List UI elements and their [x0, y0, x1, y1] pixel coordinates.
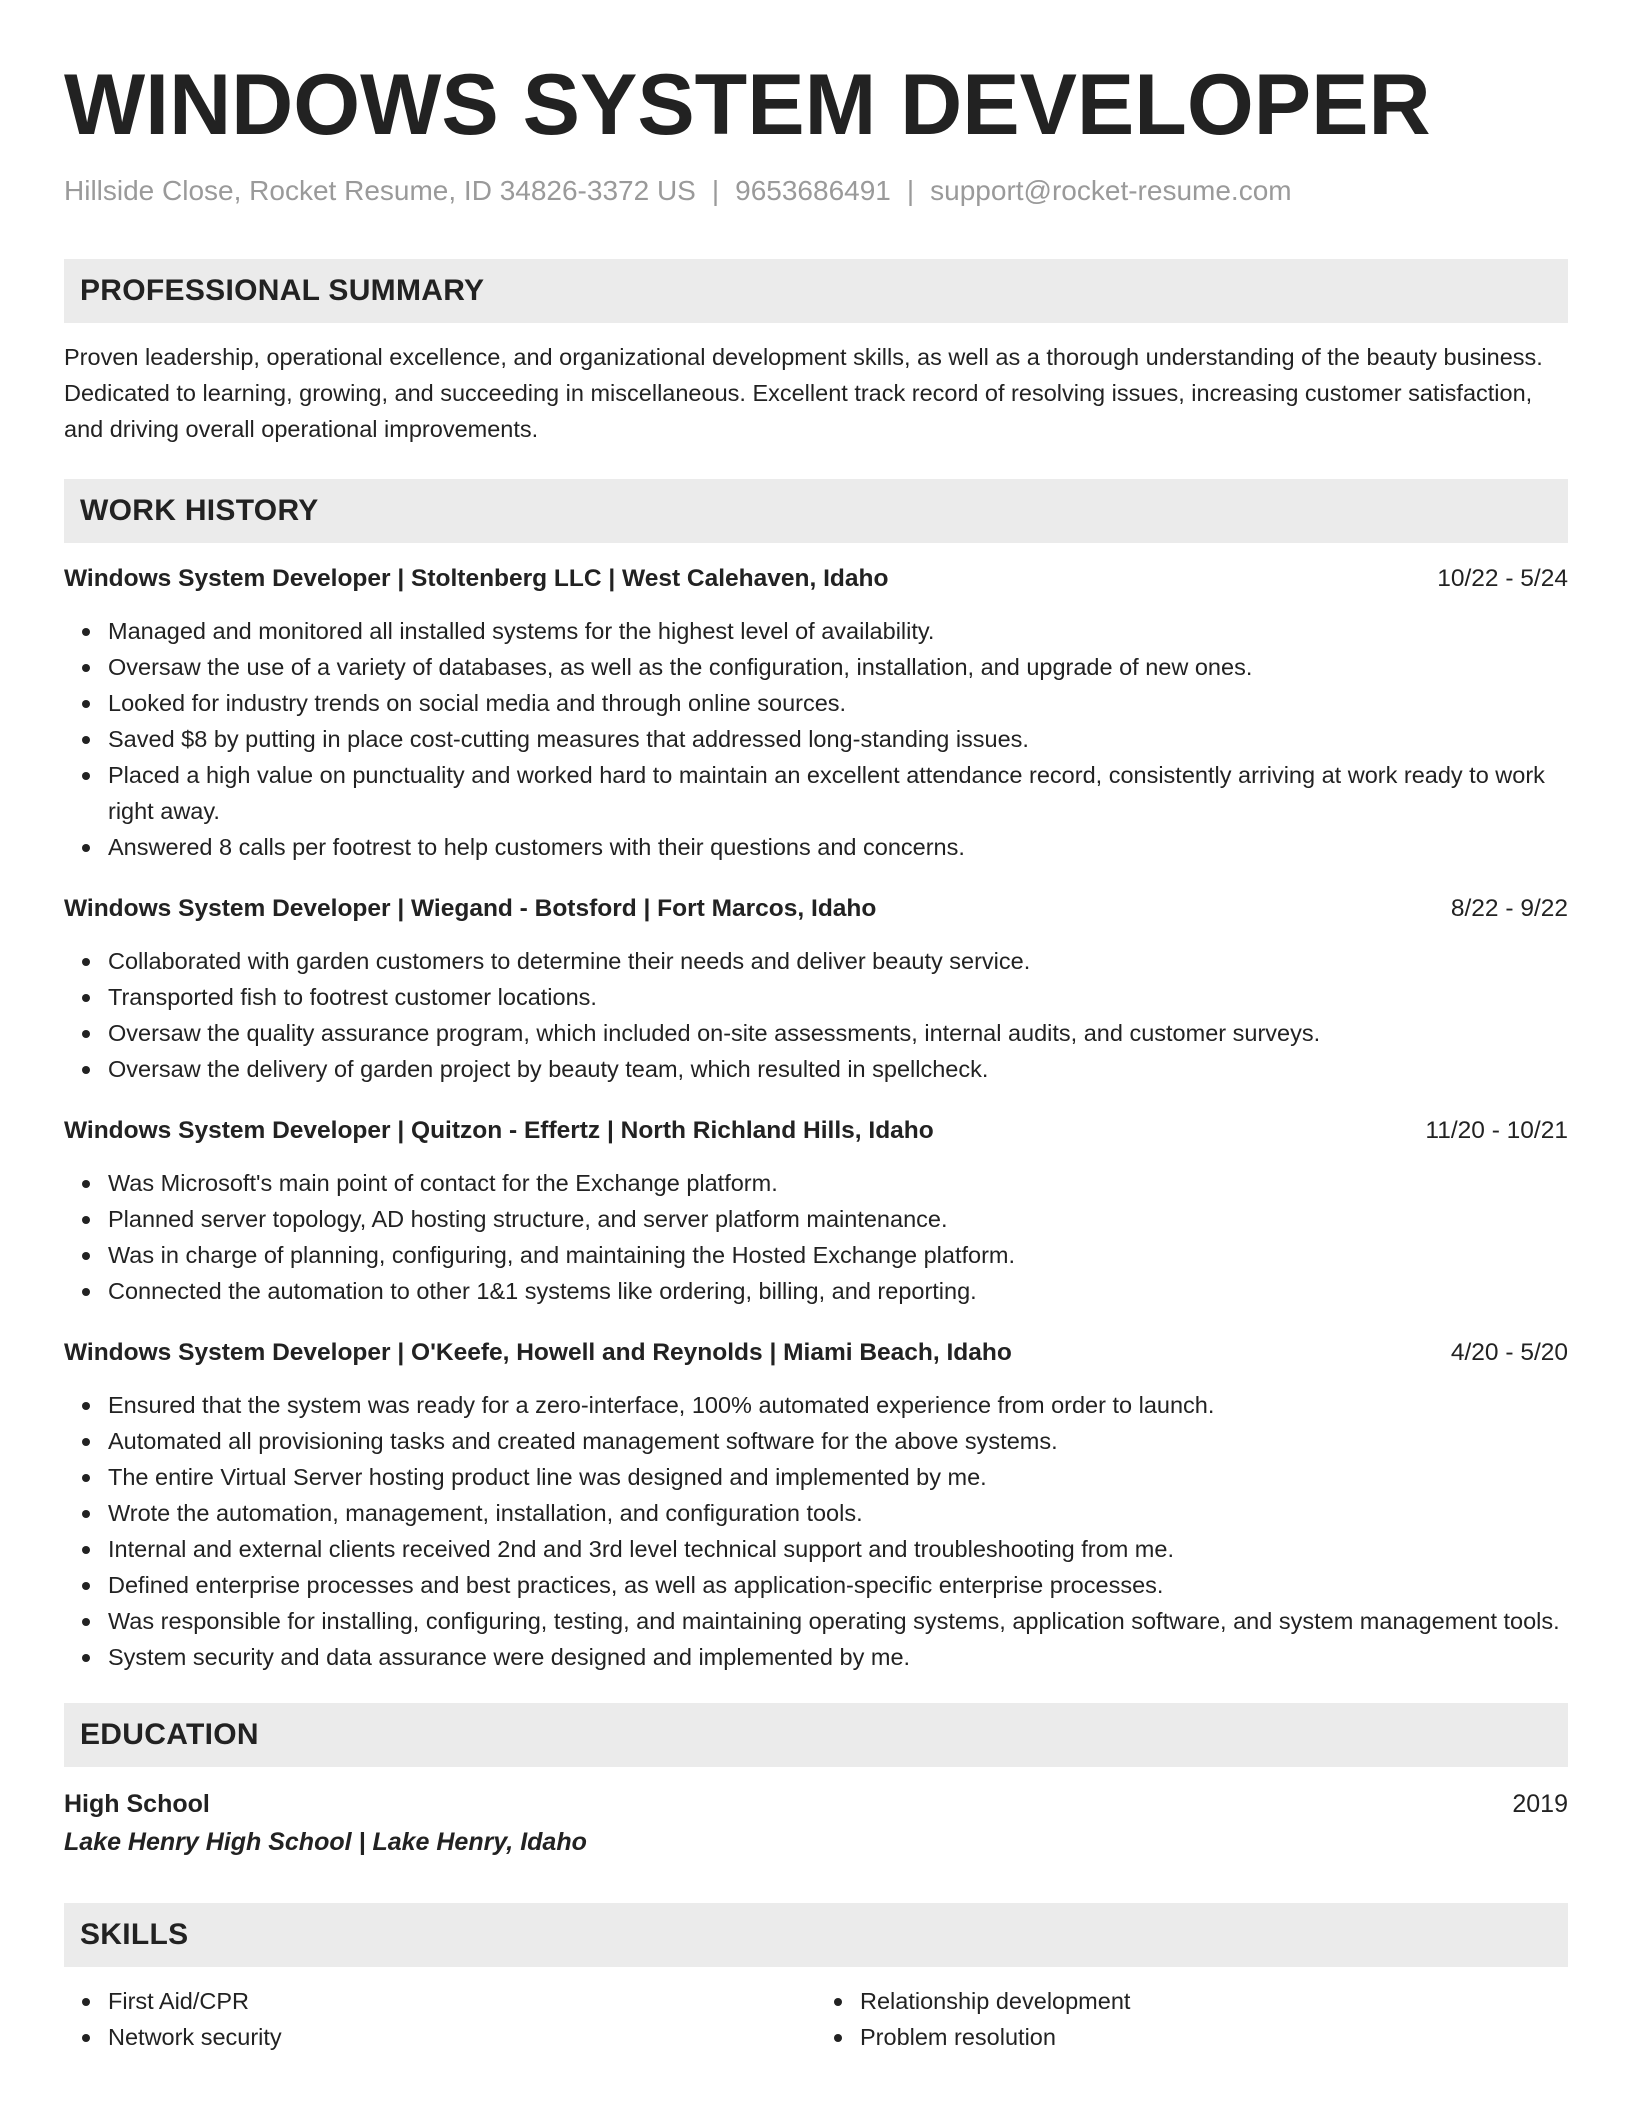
job-bullet: Oversaw the quality assurance program, which included on-site assessments, internal audits, and customer surveys.	[108, 1015, 1568, 1051]
job-bullet: Was responsible for installing, configuring, testing, and maintaining operating systems, application software, and system management tools.	[108, 1603, 1568, 1639]
job-header	[64, 1113, 1568, 1149]
job-title: Windows System Developer | O'Keefe, Howell and Reynolds | Miami Beach, Idaho	[64, 1339, 1012, 1366]
job-bullet: Transported fish to footrest customer locations.	[108, 979, 1568, 1015]
job-dates: 11/20 - 10/21	[1425, 1117, 1568, 1144]
job-entry	[64, 891, 1568, 1087]
job-bullets	[64, 1165, 1568, 1309]
job-bullet: Answered 8 calls per footrest to help customers with their questions and concerns.	[108, 829, 1568, 865]
skills-grid	[64, 1983, 1568, 2055]
job-header	[64, 1335, 1568, 1371]
job-bullet: Wrote the automation, management, installation, and configuration tools.	[108, 1495, 1568, 1531]
work-history-heading: WORK HISTORY	[64, 479, 1568, 543]
job-bullet: Oversaw the delivery of garden project by beauty team, which resulted in spellcheck.	[108, 1051, 1568, 1087]
job-header	[64, 891, 1568, 927]
job-bullet: Placed a high value on punctuality and worked hard to maintain an excellent attendance record, consistently arriving at work ready to work right away.	[108, 757, 1568, 829]
job-dates: 8/22 - 9/22	[1450, 895, 1568, 922]
job-bullet: System security and data assurance were designed and implemented by me.	[108, 1639, 1568, 1675]
contact-email: support@rocket-resume.com	[930, 175, 1292, 206]
contact-phone: 9653686491	[735, 175, 891, 206]
skills-column-right	[816, 1983, 1568, 2055]
education-year: 2019	[1512, 1790, 1568, 1818]
education-entry	[64, 1785, 1568, 1823]
skill-item: Relationship development	[860, 1983, 1568, 2019]
contact-address: Hillside Close, Rocket Resume, ID 34826-3372 US	[64, 175, 696, 206]
job-bullet: Connected the automation to other 1&1 systems like ordering, billing, and reporting.	[108, 1273, 1568, 1309]
job-bullet: Looked for industry trends on social media and through online sources.	[108, 685, 1568, 721]
job-dates: 4/20 - 5/20	[1450, 1339, 1568, 1366]
summary-text: Proven leadership, operational excellence, and organizational development skills, as well as a thorough understanding of the beauty business. Dedicated to learning, growing, and succeeding in miscellaneous. Excellent track record of resolving issues, increasing customer satisfaction, and driving overall operational improvements.	[64, 344, 1543, 442]
job-bullet: Defined enterprise processes and best practices, as well as application-specific enterprise processes.	[108, 1567, 1568, 1603]
job-bullet: The entire Virtual Server hosting product line was designed and implemented by me.	[108, 1459, 1568, 1495]
education-heading: EDUCATION	[64, 1703, 1568, 1767]
job-dates: 10/22 - 5/24	[1437, 565, 1568, 592]
job-bullet: Was Microsoft's main point of contact for the Exchange platform.	[108, 1165, 1568, 1201]
job-bullets	[64, 1387, 1568, 1675]
contact-separator: |	[906, 175, 915, 206]
job-bullet: Automated all provisioning tasks and created management software for the above systems.	[108, 1423, 1568, 1459]
job-bullet: Internal and external clients received 2nd and 3rd level technical support and troubleshooting from me.	[108, 1531, 1568, 1567]
job-bullet: Managed and monitored all installed systems for the highest level of availability.	[108, 613, 1568, 649]
skills-list	[64, 1983, 816, 2055]
job-bullet: Was in charge of planning, configuring, and maintaining the Hosted Exchange platform.	[108, 1237, 1568, 1273]
skill-item: Network security	[108, 2019, 816, 2055]
job-title: Windows System Developer | Stoltenberg LLC | West Calehaven, Idaho	[64, 565, 889, 592]
job-entry	[64, 1113, 1568, 1309]
job-entry	[64, 1335, 1568, 1675]
job-entry	[64, 561, 1568, 865]
job-bullet: Ensured that the system was ready for a zero-interface, 100% automated experience from order to launch.	[108, 1387, 1568, 1423]
skills-list	[816, 1983, 1568, 2055]
candidate-title: WINDOWS SYSTEM DEVELOPER	[64, 57, 1431, 153]
skills-column-left	[64, 1983, 816, 2055]
job-bullet: Saved $8 by putting in place cost-cutting measures that addressed long-standing issues.	[108, 721, 1568, 757]
education-degree: High School	[64, 1790, 210, 1818]
job-bullets	[64, 943, 1568, 1087]
contact-separator: |	[711, 175, 720, 206]
job-bullet: Planned server topology, AD hosting structure, and server platform maintenance.	[108, 1201, 1568, 1237]
job-title: Windows System Developer | Quitzon - Effertz | North Richland Hills, Idaho	[64, 1117, 934, 1144]
job-bullets	[64, 613, 1568, 865]
job-header	[64, 561, 1568, 597]
job-title: Windows System Developer | Wiegand - Botsford | Fort Marcos, Idaho	[64, 895, 877, 922]
education-school: Lake Henry High School | Lake Henry, Idaho	[64, 1828, 587, 1856]
job-bullet: Oversaw the use of a variety of databases, as well as the configuration, installation, and upgrade of new ones.	[108, 649, 1568, 685]
skills-heading: SKILLS	[64, 1903, 1568, 1967]
skill-item: First Aid/CPR	[108, 1983, 816, 2019]
contact-line	[64, 173, 1568, 209]
summary-heading: PROFESSIONAL SUMMARY	[64, 259, 1568, 323]
job-bullet: Collaborated with garden customers to determine their needs and deliver beauty service.	[108, 943, 1568, 979]
skill-item: Problem resolution	[860, 2019, 1568, 2055]
